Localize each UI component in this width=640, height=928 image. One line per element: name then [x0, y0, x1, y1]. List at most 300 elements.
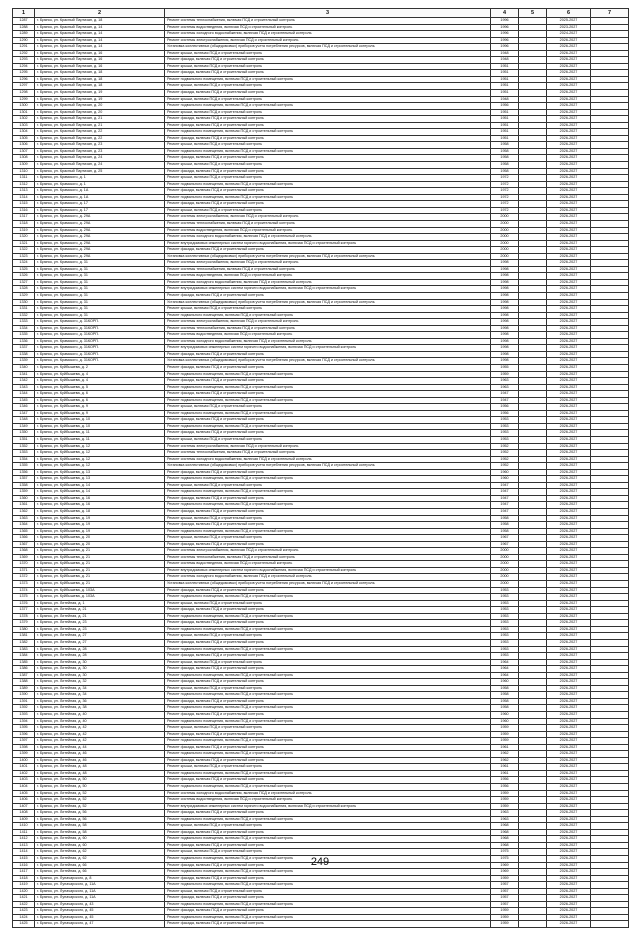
address-cell: г. Брянск, ул. Литейная, д. 66 [35, 869, 165, 876]
row-number: 1377 [13, 607, 35, 614]
period-cell: 2026-2027 [547, 214, 591, 221]
address-cell: г. Брянск, ул. Литейная, д. 50 [35, 777, 165, 784]
period-cell: 2026-2027 [547, 306, 591, 313]
row-number: 1295 [13, 70, 35, 77]
work-type-cell: Ремонт фасада, включая ПСД и строительный контроль [165, 247, 491, 254]
row-number: 1317 [13, 214, 35, 221]
period-cell: 2026-2027 [547, 541, 591, 548]
build-year-cell: 1972 [491, 207, 519, 214]
build-year-cell: 1998 [491, 273, 519, 280]
period-cell: 2026-2027 [547, 751, 591, 758]
work-type-cell: Ремонт фасада, включая ПСД и строительный контроль [165, 875, 491, 882]
work-type-cell: Ремонт фасада, включая ПСД и строительный контроль [165, 921, 491, 928]
row-number: 1399 [13, 751, 35, 758]
row-number: 1338 [13, 351, 35, 358]
row-number: 1404 [13, 783, 35, 790]
row-number: 1354 [13, 456, 35, 463]
row-number: 1405 [13, 790, 35, 797]
period-cell: 2026-2027 [547, 895, 591, 902]
header-col-6: 6 [547, 9, 591, 18]
work-type-cell: Ремонт фасада, включая ПСД и строительный контроль [165, 188, 491, 195]
address-cell: г. Брянск, ул. Крамского, д. 29А [35, 247, 165, 254]
row-number: 1327 [13, 279, 35, 286]
address-cell: г. Брянск, ул. Красный Партизан, д. 22 [35, 135, 165, 142]
build-year-cell: 1998 [491, 279, 519, 286]
address-cell: г. Брянск, ул. Крамского, д. 29А [35, 220, 165, 227]
address-cell: г. Брянск, ул. Куйбышева, д. 10 [35, 423, 165, 430]
build-year-cell: 1953 [491, 587, 519, 594]
row-number: 1415 [13, 856, 35, 863]
row-number: 1300 [13, 103, 35, 110]
row-number: 1410 [13, 823, 35, 830]
period-cell: 2026-2027 [547, 103, 591, 110]
build-year-cell: 2000 [491, 548, 519, 555]
period-cell: 2026-2027 [547, 76, 591, 83]
period-cell: 2026-2027 [547, 810, 591, 817]
address-cell: г. Брянск, ул. Крамского, д. 29А [35, 240, 165, 247]
row-number: 1302 [13, 116, 35, 123]
work-type-cell: Ремонт системы холодного водоснабжения, включая ПСД и строительный контроль [165, 338, 491, 345]
work-type-cell: Ремонт внутридомовых инженерных систем горячего водоснабжения, включая ПСД и строительный контроль [165, 345, 491, 352]
period-cell: 2026-2027 [547, 816, 591, 823]
address-cell: г. Брянск, ул. Литейная, д. 21 [35, 607, 165, 614]
period-cell: 2026-2027 [547, 698, 591, 705]
row-number: 1365 [13, 528, 35, 535]
address-cell: г. Брянск, ул. Куйбышева, д. 21 [35, 554, 165, 561]
period-cell: 2026-2027 [547, 476, 591, 483]
address-cell: г. Брянск, ул. Куйбышева, д. 10 [35, 417, 165, 424]
address-cell: г. Брянск, ул. Литейная, д. 48 [35, 764, 165, 771]
period-cell: 2026-2027 [547, 862, 591, 869]
address-cell: г. Брянск, ул. Куйбышева, д. 12 [35, 450, 165, 457]
row-number: 1397 [13, 738, 35, 745]
period-cell: 2026-2027 [547, 797, 591, 804]
build-year-cell: 1953 [491, 430, 519, 437]
work-type-cell: Ремонт фасада, включая ПСД и строительный контроль [165, 653, 491, 660]
row-number: 1391 [13, 698, 35, 705]
period-cell: 2026-2027 [547, 842, 591, 849]
work-type-cell: Ремонт фасада, включая ПСД и строительный контроль [165, 679, 491, 686]
row-number: 1376 [13, 600, 35, 607]
address-cell: г. Брянск, ул. Красный Партизан, д. 14 [35, 31, 165, 38]
period-cell: 2026-2027 [547, 482, 591, 489]
work-type-cell: Ремонт подвального помещения, включая ПСД и строительный контроль [165, 783, 491, 790]
address-cell: г. Брянск, ул. Красный Партизан, д. 23 [35, 148, 165, 155]
row-number: 1381 [13, 633, 35, 640]
work-type-cell: Ремонт подвального помещения, включая ПСД и строительный контроль [165, 312, 491, 319]
address-cell: г. Брянск, ул. Луначарского, д. 45 [35, 914, 165, 921]
period-cell: 2026-2027 [547, 672, 591, 679]
work-type-cell: Ремонт подвального помещения, включая ПСД и строительный контроль [165, 626, 491, 633]
period-cell: 2026-2027 [547, 122, 591, 129]
address-cell: г. Брянск, ул. Луначарского, д. 47 [35, 921, 165, 928]
work-type-cell: Ремонт подвального помещения, включая ПСД и строительный контроль [165, 181, 491, 188]
work-type-cell: Ремонт фасада, включая ПСД и строительный контроль [165, 777, 491, 784]
row-number: 1344 [13, 391, 35, 398]
period-cell: 2026-2027 [547, 351, 591, 358]
build-year-cell: 1960 [491, 469, 519, 476]
build-year-cell: 2000 [491, 240, 519, 247]
row-number: 1293 [13, 57, 35, 64]
address-cell: г. Брянск, ул. Куйбышева, д. 11 [35, 437, 165, 444]
period-cell: 2026-2027 [547, 116, 591, 123]
period-cell: 2026-2027 [547, 227, 591, 234]
address-cell: г. Брянск, ул. Литейная, д. 46 [35, 751, 165, 758]
period-cell: 2026-2027 [547, 849, 591, 856]
row-number: 1319 [13, 227, 35, 234]
table-row [13, 921, 629, 928]
row-number: 1420 [13, 888, 35, 895]
row-number: 1416 [13, 862, 35, 869]
row-number: 1335 [13, 332, 35, 339]
work-type-cell: Ремонт системы водоотведения, включая ПСД и строительный контроль [165, 797, 491, 804]
period-cell: 2026-2027 [547, 181, 591, 188]
row-number: 1347 [13, 410, 35, 417]
build-year-cell: 1953 [491, 653, 519, 660]
build-year-cell: 1972 [491, 188, 519, 195]
build-year-cell: 1958 [491, 528, 519, 535]
row-number: 1291 [13, 44, 35, 51]
address-cell: г. Брянск, ул. Красный Партизан, д. 14 [35, 24, 165, 31]
build-year-cell: 1996 [491, 44, 519, 51]
build-year-cell: 1956 [491, 777, 519, 784]
period-cell: 2026-2027 [547, 450, 591, 457]
build-year-cell: 1947 [491, 397, 519, 404]
col7-cell [591, 921, 629, 928]
address-cell: г. Брянск, ул. Литейная, д. 44 [35, 744, 165, 751]
row-number: 1314 [13, 194, 35, 201]
row-number: 1310 [13, 168, 35, 175]
row-number: 1296 [13, 76, 35, 83]
address-cell: г. Брянск, ул. Литейная, д. 48 [35, 770, 165, 777]
period-cell: 2026-2027 [547, 731, 591, 738]
work-type-cell: Ремонт фасада, включая ПСД и строительный контроль [165, 469, 491, 476]
work-type-cell: Ремонт фасада, включая ПСД и строительный контроль [165, 122, 491, 129]
address-cell: г. Брянск, ул. Крамского, д. 1А [35, 194, 165, 201]
work-type-cell: Ремонт системы водоотведения, включая ПСД и строительный контроль [165, 332, 491, 339]
period-cell: 2026-2027 [547, 378, 591, 385]
address-cell: г. Брянск, ул. Красный Партизан, д. 16 [35, 50, 165, 57]
build-year-cell: 1958 [491, 685, 519, 692]
period-cell: 2026-2027 [547, 83, 591, 90]
row-number: 1345 [13, 397, 35, 404]
period-cell: 2026-2027 [547, 44, 591, 51]
col5-cell [519, 921, 547, 928]
period-cell: 2026-2027 [547, 875, 591, 882]
row-number: 1373 [13, 581, 35, 588]
row-number: 1292 [13, 50, 35, 57]
address-cell: г. Брянск, ул. Литейная, д. 28 [35, 653, 165, 660]
work-type-cell: Ремонт фасада, включая ПСД и строительный контроль [165, 495, 491, 502]
address-cell: г. Брянск, ул. Куйбышева, д. 6 [35, 391, 165, 398]
row-number: 1356 [13, 469, 35, 476]
build-year-cell: 1957 [491, 895, 519, 902]
row-number: 1349 [13, 423, 35, 430]
build-year-cell: 1947 [491, 489, 519, 496]
address-cell: г. Брянск, ул. Литейная, д. 34 [35, 692, 165, 699]
row-number: 1330 [13, 299, 35, 306]
row-number: 1355 [13, 463, 35, 470]
work-type-cell: Ремонт крыши, включая ПСД и строительный контроль [165, 659, 491, 666]
period-cell: 2026-2027 [547, 509, 591, 516]
address-cell: г. Брянск, ул. Литейная, д. 40 [35, 711, 165, 718]
build-year-cell: 2000 [491, 247, 519, 254]
row-number: 1328 [13, 286, 35, 293]
row-number: 1325 [13, 266, 35, 273]
work-type-cell: Ремонт фасада, включая ПСД и строительный контроль [165, 378, 491, 385]
work-type-cell: Ремонт фасада, включая ПСД и строительный контроль [165, 862, 491, 869]
address-cell: г. Брянск, ул. Крамского, д. 1 [35, 181, 165, 188]
address-cell: г. Брянск, ул. Литейная, д. 23 [35, 620, 165, 627]
build-year-cell: 2000 [491, 227, 519, 234]
build-year-cell: 1963 [491, 384, 519, 391]
work-type-cell: Ремонт подвального помещения, включая ПСД и строительный контроль [165, 76, 491, 83]
work-type-cell: Ремонт фасада, включая ПСД и строительный контроль [165, 57, 491, 64]
period-cell: 2026-2027 [547, 921, 591, 928]
work-type-cell: Ремонт подвального помещения, включая ПСД и строительный контроль [165, 836, 491, 843]
period-cell: 2026-2027 [547, 391, 591, 398]
row-number: 1423 [13, 908, 35, 915]
build-year-cell: 1996 [491, 18, 519, 25]
period-cell: 2026-2027 [547, 522, 591, 529]
work-type-cell: Ремонт подвального помещения, включая ПСД и строительный контроль [165, 502, 491, 509]
work-type-cell: Ремонт системы водоотведения, включая ПСД и строительный контроль [165, 24, 491, 31]
period-cell: 2026-2027 [547, 515, 591, 522]
address-cell: г. Брянск, ул. Литейная, д. 34 [35, 685, 165, 692]
row-number: 1312 [13, 181, 35, 188]
row-number: 1336 [13, 338, 35, 345]
row-number: 1366 [13, 535, 35, 542]
period-cell: 2026-2027 [547, 319, 591, 326]
build-year-cell: 1962 [491, 751, 519, 758]
build-year-cell: 1998 [491, 260, 519, 267]
work-type-cell: Ремонт системы холодного водоснабжения, включая ПСД и строительный контроль [165, 790, 491, 797]
row-number: 1406 [13, 797, 35, 804]
work-type-cell: Ремонт подвального помещения, включая ПСД и строительный контроль [165, 816, 491, 823]
row-number: 1424 [13, 914, 35, 921]
period-cell: 2026-2027 [547, 162, 591, 169]
period-cell: 2026-2027 [547, 220, 591, 227]
work-type-cell: Ремонт подвального помещения, включая ПСД и строительный контроль [165, 882, 491, 889]
work-type-cell: Ремонт крыши, включая ПСД и строительный контроль [165, 633, 491, 640]
address-cell: г. Брянск, ул. Куйбышева, д. 14 [35, 489, 165, 496]
build-year-cell: 1959 [491, 371, 519, 378]
row-number: 1370 [13, 561, 35, 568]
address-cell: г. Брянск, ул. Крамского, д. 31 [35, 260, 165, 267]
row-number: 1288 [13, 24, 35, 31]
row-number: 1357 [13, 476, 35, 483]
build-year-cell: 1958 [491, 148, 519, 155]
address-cell: г. Брянск, ул. Куйбышева, д. 5 [35, 384, 165, 391]
row-number: 1380 [13, 626, 35, 633]
address-cell: г. Брянск, ул. Красный Партизан, д. 24 [35, 162, 165, 169]
row-number: 1306 [13, 142, 35, 149]
address-cell: г. Брянск, ул. Крамского, д. 31КОРП. [35, 332, 165, 339]
work-type-cell: Ремонт фасада, включая ПСД и строительный контроль [165, 639, 491, 646]
period-cell: 2026-2027 [547, 109, 591, 116]
work-type-cell: Ремонт подвального помещения, включая ПСД и строительный контроль [165, 751, 491, 758]
work-type-cell: Ремонт фасада, включая ПСД и строительный контроль [165, 391, 491, 398]
work-type-cell: Ремонт фасада, включая ПСД и строительный контроль [165, 541, 491, 548]
work-type-cell: Ремонт фасада, включая ПСД и строительный контроль [165, 711, 491, 718]
work-type-cell: Установка коллективных (общедомовых) приборов учета потребления ресурсов, включая ПСД и строительный контроль [165, 44, 491, 51]
work-type-cell: Ремонт крыши, включая ПСД и строительный контроль [165, 63, 491, 70]
build-year-cell: 1951 [491, 63, 519, 70]
header-col-3: 3 [165, 9, 491, 18]
period-cell: 2026-2027 [547, 744, 591, 751]
build-year-cell: 1959 [491, 738, 519, 745]
address-cell: г. Брянск, ул. Крамского, д. 31КОРП. [35, 319, 165, 326]
row-number: 1294 [13, 63, 35, 70]
address-cell: г. Брянск, ул. Крамского, д. 17 [35, 201, 165, 208]
row-number: 1324 [13, 260, 35, 267]
work-type-cell: Ремонт системы холодного водоснабжения, включая ПСД и строительный контроль [165, 456, 491, 463]
build-year-cell: 1963 [491, 810, 519, 817]
work-type-cell: Ремонт крыши, включая ПСД и строительный контроль [165, 482, 491, 489]
build-year-cell: 1953 [491, 626, 519, 633]
row-number: 1298 [13, 90, 35, 97]
work-type-cell: Ремонт подвального помещения, включая ПСД и строительный контроль [165, 489, 491, 496]
build-year-cell: 1998 [491, 319, 519, 326]
work-type-cell: Ремонт подвального помещения, включая ПСД и строительный контроль [165, 856, 491, 863]
address-cell: г. Брянск, ул. Литейная, д. 46 [35, 757, 165, 764]
row-number: 1290 [13, 37, 35, 44]
address-cell: г. Брянск, ул. Куйбышева, д. 21 [35, 567, 165, 574]
work-type-cell: Ремонт подвального помещения, включая ПСД и строительный контроль [165, 692, 491, 699]
work-type-cell: Ремонт подвального помещения, включая ПСД и строительный контроль [165, 397, 491, 404]
build-year-cell: 1958 [491, 705, 519, 712]
address-cell: г. Брянск, ул. Куйбышева, д. 12 [35, 443, 165, 450]
address-cell: г. Брянск, ул. Луначарского, д. 11А [35, 895, 165, 902]
address-cell: г. Брянск, ул. Луначарского, д. 43 [35, 901, 165, 908]
work-type-cell: Ремонт системы электроснабжения, включая ПСД и строительный контроль [165, 214, 491, 221]
build-year-cell: 1953 [491, 633, 519, 640]
work-type-cell: Ремонт системы холодного водоснабжения, включая ПСД и строительный контроль [165, 234, 491, 241]
table-body [13, 18, 629, 928]
period-cell: 2026-2027 [547, 764, 591, 771]
period-cell: 2026-2027 [547, 725, 591, 732]
period-cell: 2026-2027 [547, 57, 591, 64]
period-cell: 2026-2027 [547, 260, 591, 267]
row-number: 1417 [13, 869, 35, 876]
address-cell: г. Брянск, ул. Литейная, д. 58 [35, 823, 165, 830]
row-number: 1318 [13, 220, 35, 227]
address-cell: г. Брянск, ул. Куйбышева, д. 19 [35, 528, 165, 535]
work-type-cell: Ремонт подвального помещения, включая ПСД и строительный контроль [165, 646, 491, 653]
build-year-cell: 1968 [491, 829, 519, 836]
period-cell: 2026-2027 [547, 594, 591, 601]
row-number: 1401 [13, 764, 35, 771]
work-type-cell: Ремонт фасада, включая ПСД и строительный контроль [165, 666, 491, 673]
work-type-cell: Ремонт фасада, включая ПСД и строительный контроль [165, 116, 491, 123]
period-cell: 2026-2027 [547, 155, 591, 162]
header-col-1: 1 [13, 9, 35, 18]
build-year-cell: 1952 [491, 443, 519, 450]
build-year-cell: 1951 [491, 135, 519, 142]
build-year-cell: 1969 [491, 869, 519, 876]
period-cell: 2026-2027 [547, 757, 591, 764]
address-cell: г. Брянск, ул. Литейная, д. 28 [35, 646, 165, 653]
period-cell: 2026-2027 [547, 718, 591, 725]
period-cell: 2026-2027 [547, 489, 591, 496]
build-year-cell: 1964 [491, 666, 519, 673]
address-cell: г. Брянск, ул. Литейная, д. 30 [35, 666, 165, 673]
row-number: 1394 [13, 718, 35, 725]
work-type-cell: Ремонт фасада, включая ПСД и строительный контроль [165, 70, 491, 77]
build-year-cell: 1947 [491, 391, 519, 398]
build-year-cell: 1963 [491, 816, 519, 823]
period-cell: 2026-2027 [547, 273, 591, 280]
row-number: 1371 [13, 567, 35, 574]
table-header-row [13, 9, 629, 18]
row-number: 1343 [13, 384, 35, 391]
build-year-cell: 2000 [491, 220, 519, 227]
address-cell: г. Брянск, ул. Литейная, д. 60 [35, 842, 165, 849]
header-col-5: 5 [519, 9, 547, 18]
row-number: 1322 [13, 247, 35, 254]
work-type-cell: Ремонт системы теплоснабжения, включая ПСД и строительный контроль [165, 325, 491, 332]
row-number: 1289 [13, 31, 35, 38]
address-cell: г. Брянск, ул. Куйбышева, д. 20 [35, 541, 165, 548]
build-year-cell: 1951 [491, 83, 519, 90]
work-type-cell: Ремонт фасада, включая ПСД и строительный контроль [165, 698, 491, 705]
row-number: 1398 [13, 744, 35, 751]
work-type-cell: Ремонт фасада, включая ПСД и строительный контроль [165, 522, 491, 529]
address-cell: г. Брянск, ул. Луначарского, д. 11А [35, 888, 165, 895]
build-year-cell: 1960 [491, 711, 519, 718]
build-year-cell: 1968 [491, 842, 519, 849]
row-number: 1411 [13, 829, 35, 836]
build-year-cell: 1948 [491, 50, 519, 57]
address-cell: г. Брянск, ул. Литейная, д. 23 [35, 626, 165, 633]
build-year-cell: 1947 [491, 509, 519, 516]
work-type-cell: Ремонт фасада, включая ПСД и строительный контроль [165, 607, 491, 614]
build-year-cell: 1952 [491, 463, 519, 470]
work-type-cell: Ремонт фасада, включая ПСД и строительный контроль [165, 155, 491, 162]
build-year-cell: 1951 [491, 109, 519, 116]
period-cell: 2026-2027 [547, 332, 591, 339]
period-cell: 2026-2027 [547, 705, 591, 712]
work-type-cell: Ремонт крыши, включая ПСД и строительный контроль [165, 849, 491, 856]
build-year-cell: 2000 [491, 234, 519, 241]
period-cell: 2026-2027 [547, 345, 591, 352]
row-number: 1358 [13, 482, 35, 489]
work-type-cell: Ремонт крыши, включая ПСД и строительный контроль [165, 725, 491, 732]
address-cell: г. Брянск, ул. Красный Партизан, д. 22 [35, 129, 165, 136]
row-number: 1320 [13, 234, 35, 241]
period-cell: 2026-2027 [547, 600, 591, 607]
work-type-cell: Ремонт крыши, включая ПСД и строительный контроль [165, 437, 491, 444]
row-number: 1323 [13, 253, 35, 260]
work-type-cell: Ремонт крыши, включая ПСД и строительный контроль [165, 515, 491, 522]
row-number: 1392 [13, 705, 35, 712]
work-type-cell: Ремонт крыши, включая ПСД и строительный контроль [165, 96, 491, 103]
row-number: 1414 [13, 849, 35, 856]
work-type-cell: Ремонт системы теплоснабжения, включая ПСД и строительный контроль [165, 450, 491, 457]
work-type-cell: Ремонт внутридомовых инженерных систем горячего водоснабжения, включая ПСД и строительный контроль [165, 240, 491, 247]
row-number: 1340 [13, 364, 35, 371]
address-cell: г. Брянск, ул. Литейная, д. 52 [35, 790, 165, 797]
build-year-cell: 1951 [491, 129, 519, 136]
row-number: 1413 [13, 842, 35, 849]
period-cell: 2023-2027 [547, 24, 591, 31]
period-cell: 2026-2027 [547, 626, 591, 633]
build-year-cell: 1975 [491, 849, 519, 856]
build-year-cell: 1972 [491, 201, 519, 208]
address-cell: г. Брянск, ул. Куйбышева, д. 4 [35, 371, 165, 378]
address-cell: г. Брянск, ул. Красный Партизан, д. 18 [35, 83, 165, 90]
period-cell: 2026-2027 [547, 207, 591, 214]
